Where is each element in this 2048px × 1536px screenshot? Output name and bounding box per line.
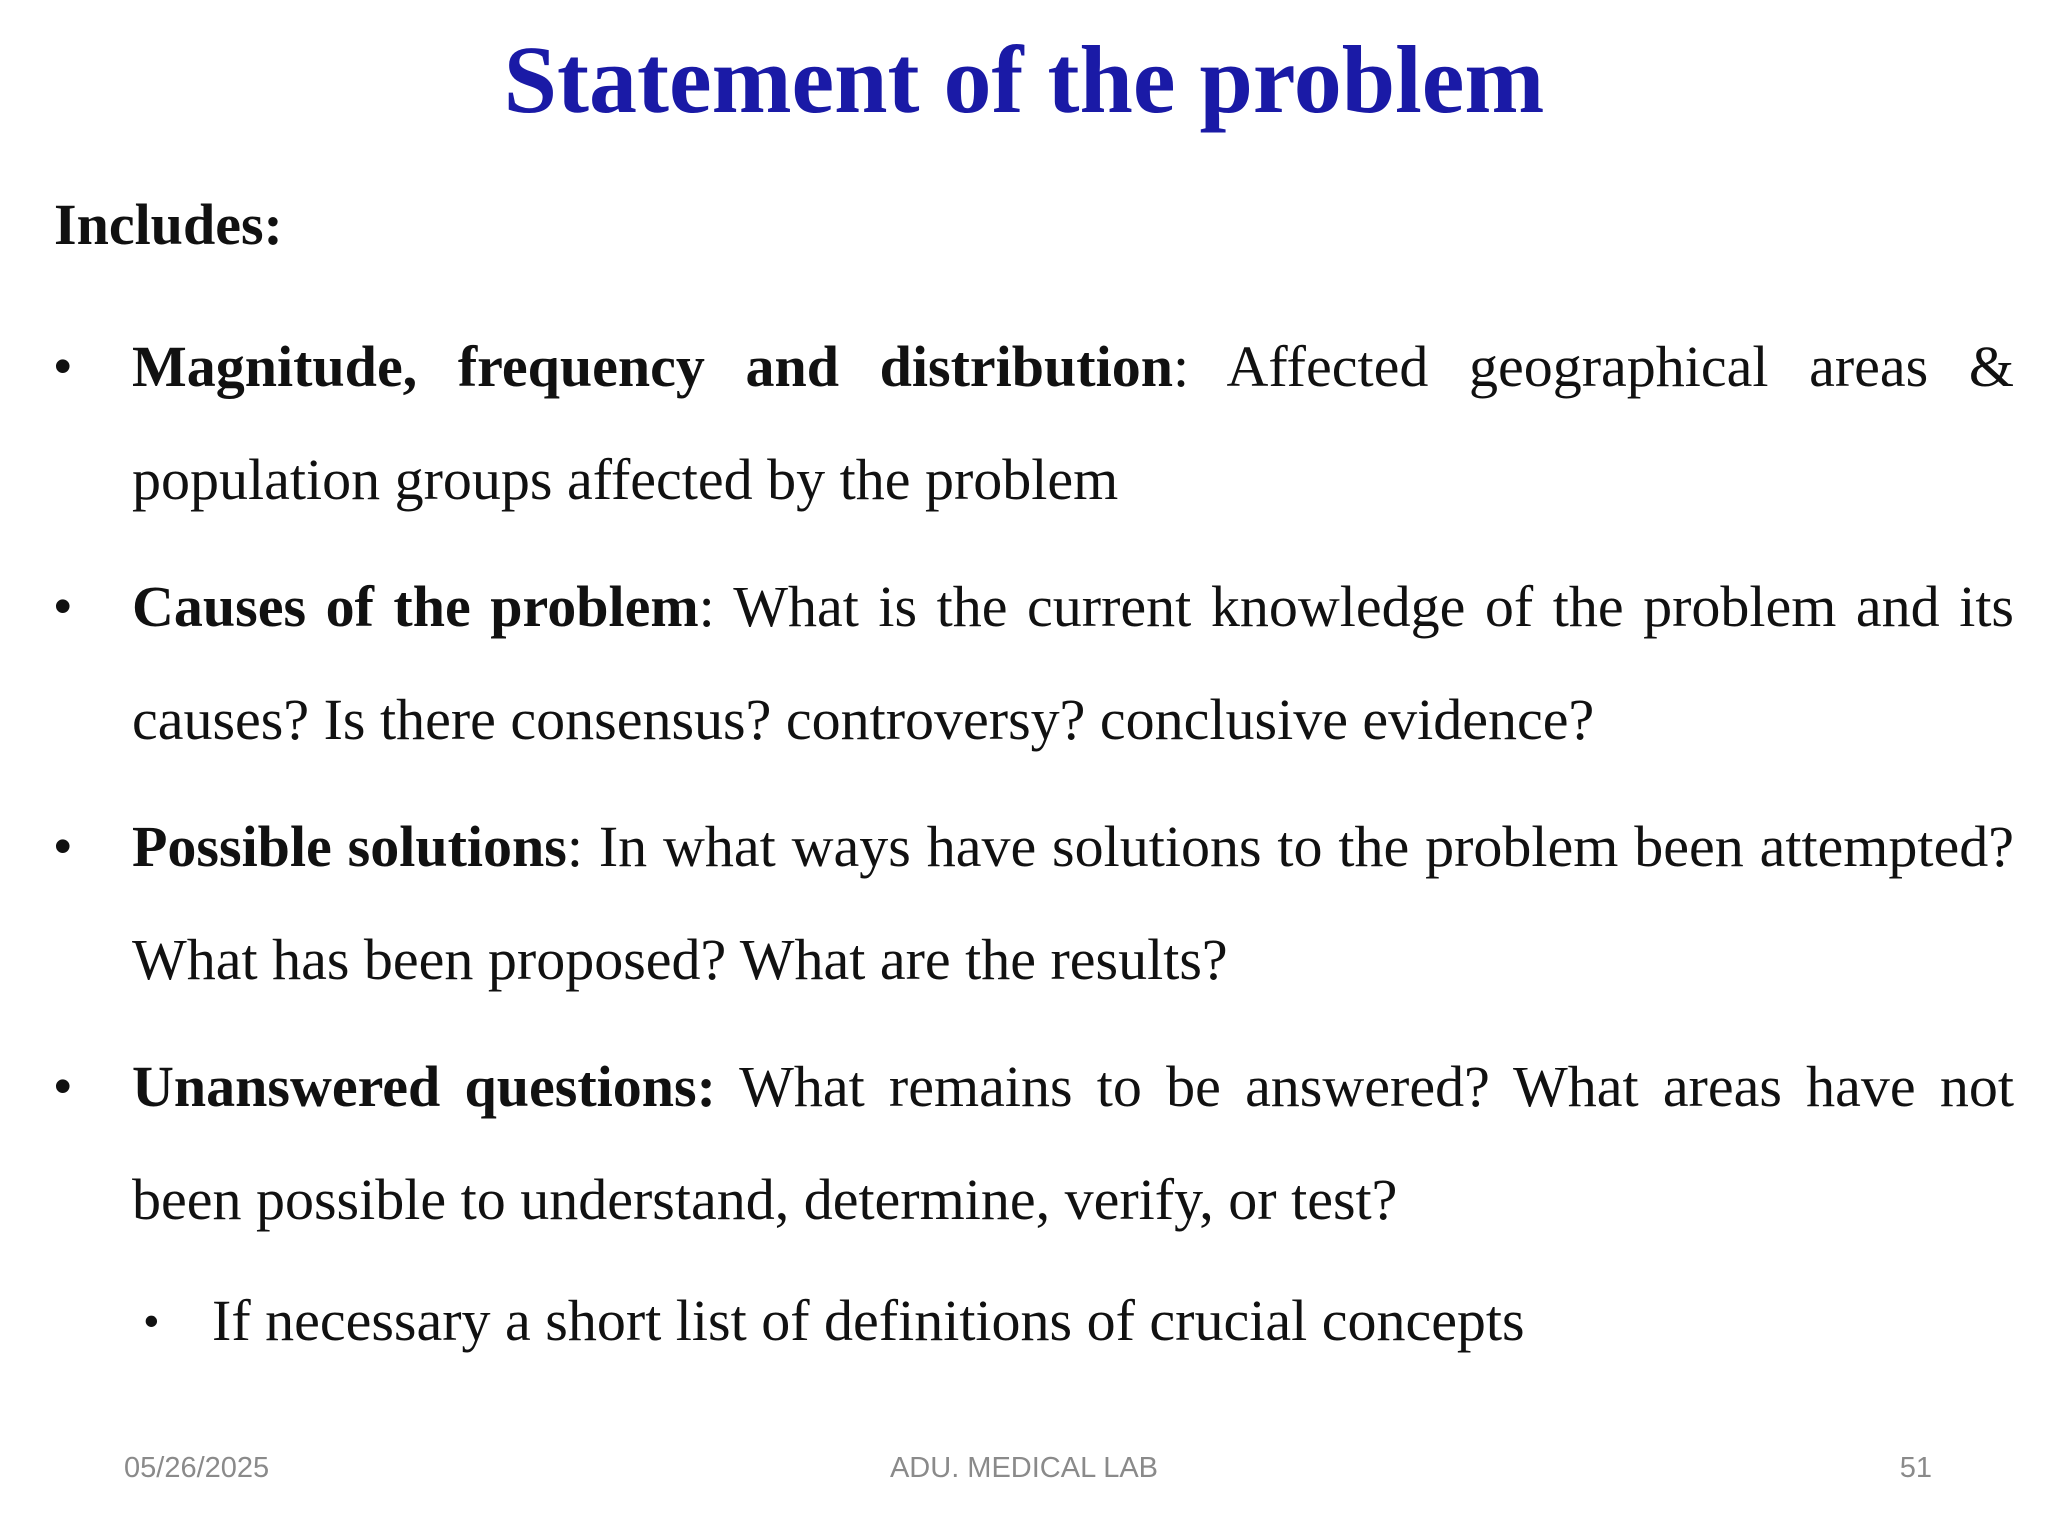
bullet-dot-icon: • bbox=[54, 818, 72, 874]
footer-date: 05/26/2025 bbox=[124, 1452, 270, 1484]
bullet-item-solutions bbox=[54, 790, 2014, 1016]
bullet-list bbox=[54, 310, 2014, 1377]
bullet-text: Affected geographical areas & population groups affected by the problem bbox=[132, 334, 2014, 512]
bullet-heading: Causes of the problem bbox=[132, 574, 699, 639]
intro-label: Includes: bbox=[54, 192, 283, 257]
bullet-heading: Possible solutions bbox=[132, 814, 567, 879]
sub-bullet-item-definitions bbox=[144, 1264, 2014, 1377]
bullet-item-magnitude bbox=[54, 310, 2014, 536]
bullet-text: What is the current knowledge of the problem and its causes? Is there consensus? controversy? conclusive evidence? bbox=[132, 574, 2015, 752]
bullet-dot-icon: • bbox=[54, 1058, 72, 1114]
bullet-item-causes bbox=[54, 550, 2014, 776]
bullet-separator: : bbox=[698, 574, 715, 639]
bullet-separator: : bbox=[566, 814, 583, 879]
bullet-item-unanswered bbox=[54, 1030, 2014, 1256]
sub-bullet-text: If necessary a short list of definitions of crucial concepts bbox=[212, 1288, 1525, 1353]
bullet-heading: Unanswered questions: bbox=[132, 1054, 716, 1119]
bullet-separator: : bbox=[1172, 334, 1190, 399]
bullet-heading: Magnitude, frequency and distribution bbox=[132, 334, 1173, 399]
footer-organization: ADU. MEDICAL LAB bbox=[889, 1452, 1159, 1484]
sub-bullet-dot-icon: • bbox=[144, 1297, 159, 1344]
slide-title: Statement of the problem bbox=[503, 26, 1545, 133]
footer-page-number: 51 bbox=[1899, 1452, 1932, 1484]
bullet-dot-icon: • bbox=[54, 578, 72, 634]
bullet-text: In what ways have solutions to the problem been attempted? What has been proposed? What are the results? bbox=[132, 814, 2015, 992]
bullet-dot-icon: • bbox=[54, 338, 72, 394]
bullet-text: What remains to be answered? What areas have not been possible to understand, determine, verify, or test? bbox=[132, 1054, 2014, 1232]
